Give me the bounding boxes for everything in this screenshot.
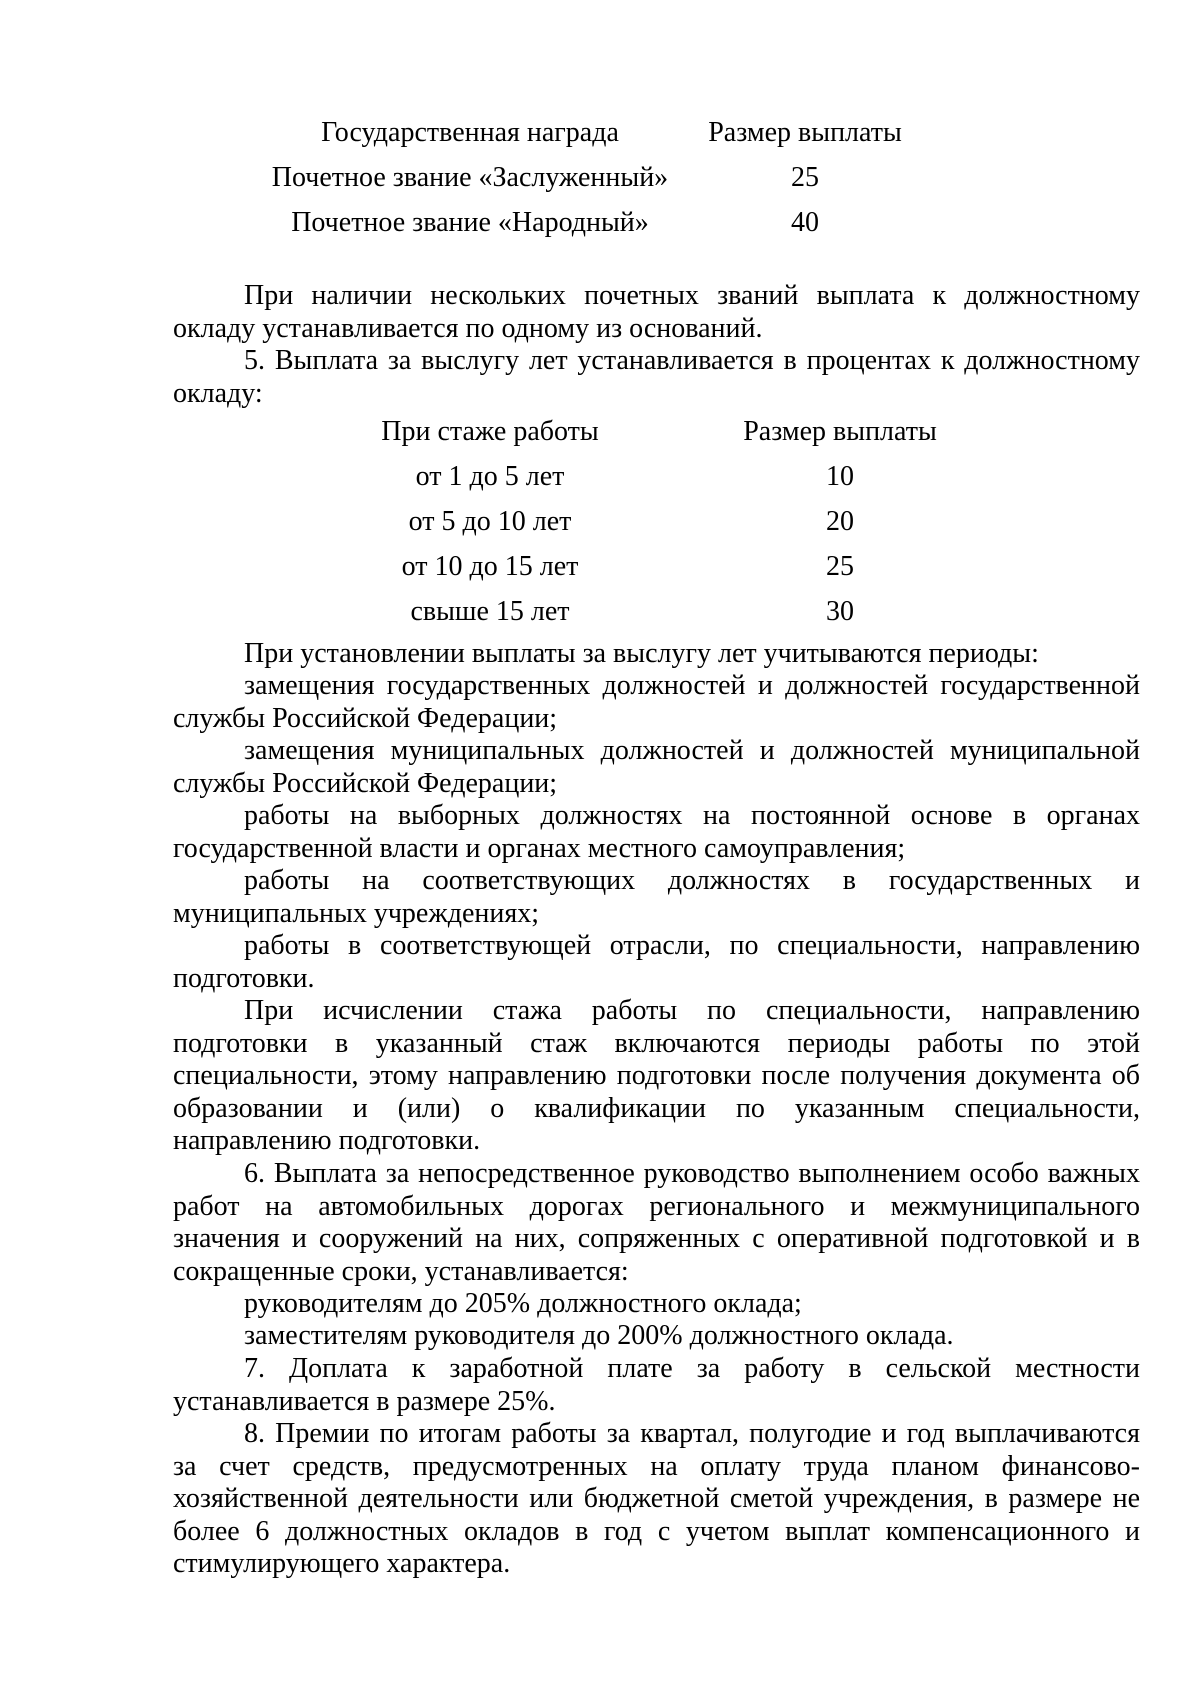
text-line: устанавливается в размере 25%. bbox=[173, 1385, 556, 1417]
table-cell: 10 bbox=[826, 461, 854, 492]
table-header-row bbox=[255, 110, 925, 155]
table-header-row bbox=[350, 409, 1050, 454]
paragraph-state-positions bbox=[173, 670, 1140, 735]
paragraph-elected-positions bbox=[173, 800, 1140, 865]
text-line: более 6 должностных окладов в год с учетом выплат компенсационного и bbox=[173, 1515, 1140, 1547]
text-line: замещения муниципальных должностей и должностей муниципальной bbox=[244, 735, 1140, 766]
table-row bbox=[350, 499, 1050, 544]
text-line: государственной власти и органах местного самоуправления; bbox=[173, 832, 906, 864]
text-line: работы на соответствующих должностях в государственных и bbox=[244, 865, 1140, 896]
text-line: подготовки в указанный стаж включаются периоды работы по этой bbox=[173, 1027, 1140, 1059]
table-cell: от 10 до 15 лет bbox=[401, 551, 579, 582]
table-cell: 40 bbox=[791, 207, 819, 238]
text-line: руководителям до 205% должностного оклада; bbox=[244, 1288, 802, 1319]
text-line: за счет средств, предусмотренных на оплату труда планом финансово- bbox=[173, 1450, 1140, 1482]
table-header-cell: Размер выплаты bbox=[743, 416, 937, 447]
text-line: специальности, этому направлению подготовки после получения документа об bbox=[173, 1060, 1140, 1091]
table-row bbox=[255, 200, 925, 245]
text-line: службы Российской Федерации; bbox=[173, 767, 558, 799]
text-line: направлению подготовки. bbox=[173, 1125, 481, 1156]
text-line: стимулирующего характера. bbox=[173, 1548, 511, 1579]
paragraph-5 bbox=[173, 345, 1140, 410]
text-line: При установлении выплаты за выслугу лет учитываются периоды: bbox=[244, 638, 1039, 669]
table-row bbox=[255, 155, 925, 200]
text-line: окладу устанавливается по одному из оснований. bbox=[173, 312, 763, 344]
paragraph-8 bbox=[173, 1418, 1140, 1581]
paragraph-industry bbox=[173, 930, 1140, 995]
paragraph-honors bbox=[173, 280, 1140, 345]
paragraph-periods bbox=[173, 638, 1140, 671]
text-line: работы на выборных должностях на постоянной основе в органах bbox=[244, 800, 1140, 831]
text-line: работы в соответствующей отрасли, по специальности, направлению bbox=[244, 930, 1140, 961]
text-line: При наличии нескольких почетных званий выплата к должностному bbox=[244, 280, 1140, 311]
paragraph-6 bbox=[173, 1158, 1140, 1288]
seniority-table bbox=[350, 409, 1050, 634]
text-line: сокращенные сроки, устанавливается: bbox=[173, 1255, 629, 1287]
table-row bbox=[350, 454, 1050, 499]
paragraph-7 bbox=[173, 1353, 1140, 1418]
text-line: 8. Премии по итогам работы за квартал, полугодие и год выплачиваются bbox=[244, 1418, 1140, 1449]
table-cell: 30 bbox=[826, 596, 854, 627]
table-cell: 25 bbox=[826, 551, 854, 582]
table-header-cell: Государственная награда bbox=[321, 117, 619, 148]
table-header-cell: При стаже работы bbox=[381, 416, 599, 447]
paragraph-heads bbox=[173, 1288, 1140, 1321]
text-line: службы Российской Федерации; bbox=[173, 702, 558, 734]
paragraph-municipal-positions bbox=[173, 735, 1140, 800]
paragraph-institutions bbox=[173, 865, 1140, 930]
table-row bbox=[350, 544, 1050, 589]
text-line: заместителям руководителя до 200% должностного оклада. bbox=[244, 1320, 954, 1351]
table-cell: от 5 до 10 лет bbox=[408, 506, 572, 537]
table-cell: Почетное звание «Народный» bbox=[291, 207, 649, 238]
text-line: 6. Выплата за непосредственное руководство выполнением особо важных bbox=[244, 1158, 1140, 1189]
table-cell: свыше 15 лет bbox=[410, 596, 570, 627]
paragraph-deputies bbox=[173, 1320, 1140, 1353]
text-line: образовании и (или) о квалификации по указанным специальности, bbox=[173, 1092, 1140, 1124]
text-line: муниципальных учреждениях; bbox=[173, 897, 540, 929]
text-line: При исчислении стажа работы по специальности, направлению bbox=[244, 995, 1140, 1026]
table-row bbox=[350, 589, 1050, 634]
table-cell: 25 bbox=[791, 162, 819, 193]
text-line: хозяйственной деятельности или бюджетной сметой учреждения, в размере не bbox=[173, 1483, 1140, 1514]
award-table bbox=[255, 110, 925, 245]
paragraph-seniority-calculation bbox=[173, 995, 1140, 1158]
text-line: окладу: bbox=[173, 377, 263, 409]
table-cell: от 1 до 5 лет bbox=[415, 461, 565, 492]
text-line: 7. Доплата к заработной плате за работу в сельской местности bbox=[244, 1353, 1140, 1384]
table-cell: 20 bbox=[826, 506, 854, 537]
text-line: работ на автомобильных дорогах регионального и межмуниципального bbox=[173, 1190, 1140, 1222]
text-line: замещения государственных должностей и должностей государственной bbox=[244, 670, 1140, 701]
table-header-cell: Размер выплаты bbox=[708, 117, 902, 148]
text-line: подготовки. bbox=[173, 962, 315, 994]
text-line: 5. Выплата за выслугу лет устанавливается в процентах к должностному bbox=[244, 345, 1140, 376]
text-line: значения и сооружений на них, сопряженных с оперативной подготовкой и в bbox=[173, 1223, 1140, 1254]
table-cell: Почетное звание «Заслуженный» bbox=[271, 162, 669, 193]
